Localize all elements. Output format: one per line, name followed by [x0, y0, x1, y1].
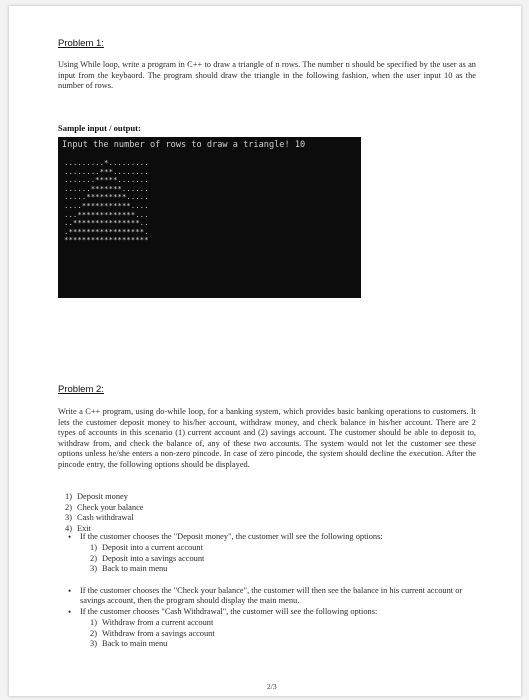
list-item: 1) Deposit into a current account — [90, 543, 203, 552]
list-item: 2) Check your balance — [65, 502, 144, 512]
list-item: 3) Back to main menu — [90, 564, 168, 574]
page-number: 2/3 — [267, 682, 277, 691]
deposit-options — [90, 543, 204, 575]
list-item: 1) Withdraw from a current account — [90, 618, 214, 627]
withdraw-options — [90, 618, 215, 650]
main-menu-options — [65, 492, 144, 534]
console-triangle-output: .........*......... ........***........ .......*****....... ......*******...... .....*********..... ....***********.... ...*************... ..***************.. .*****************. ******************* — [64, 158, 149, 245]
sample-io-label: Sample input / output: — [58, 123, 141, 133]
console-prompt: Input the number of rows to draw a triangle! 10 — [62, 140, 306, 150]
list-item: 2) Deposit into a savings account — [90, 553, 205, 563]
bullet-deposit: • If the customer chooses the "Deposit money", the customer will see the following options: — [68, 532, 383, 542]
bullet-icon: • — [68, 585, 72, 596]
bullet-withdraw: • If the customer chooses "Cash Withdrawal", the customer will see the following options: — [68, 606, 378, 617]
problem2-heading: Problem 2: — [58, 384, 104, 395]
document-page — [9, 6, 521, 696]
list-item: 1) Deposit money — [65, 492, 128, 501]
bullet-icon: • — [68, 532, 72, 542]
list-item: 4) Exit — [65, 523, 91, 533]
console-screenshot — [58, 137, 361, 298]
bullet-balance: • If the customer chooses the "Check your balance", the customer will then see the balance in his current account or savings account, then the program should display the main menu. — [68, 585, 463, 606]
problem1-heading: Problem 1: — [58, 38, 104, 49]
problem2-text: Write a C++ program, using do-while loop, for a banking system, which provides basic banking operations to customers. It lets the customer deposit money to his/her account, withdraw money, and check balance in his/her account. There are 2 types of accounts in this scenario (1) current account and (2) savings account. The customer should be able to deposit to, withdraw from, and check the balance of, any of these two accounts. The system would not let the customer see these options unless he/she enters a non-zero pincode. In case of zero pincode, the system should decline the execution. After the pincode entry, the following options should be displayed. — [58, 407, 476, 469]
problem1-text: Using While loop, write a program in C++ to draw a triangle of n rows. The number n should be specified by the user as an input from the keybaord. The program should draw the triangle in the following fashion, when the user input 10 as the number of rows. — [58, 60, 476, 91]
bullet-icon: • — [68, 606, 72, 617]
list-item: 2) Withdraw from a savings account — [90, 628, 215, 638]
list-item: 3) Cash withdrawal — [65, 513, 134, 523]
list-item: 3) Back to main menu — [90, 639, 168, 649]
